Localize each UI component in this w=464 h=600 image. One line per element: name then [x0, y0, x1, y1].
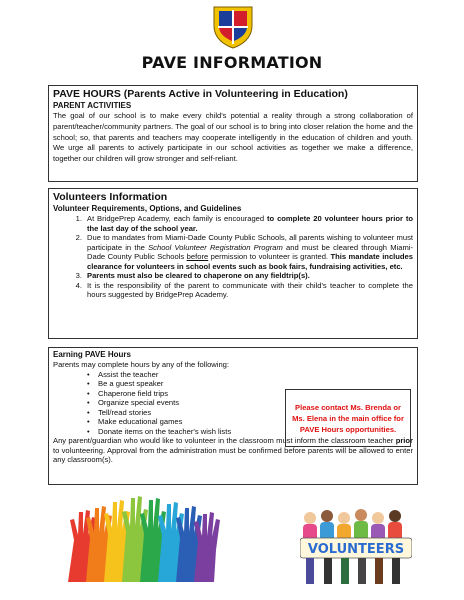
- requirements-subheading: Volunteer Requirements, Options, and Guidelines: [53, 204, 242, 213]
- pave-hours-body: The goal of our school is to make every child's potential a reality through a strong collaboration of parent/teacher/community partners. The goal of our school is to bring into closer relation the home and the school; so, that parents and teachers may cooperate intelligently in the education of children and youth. We urge all parents to actively participate in our school activities as together we make a difference, together our children will grow stronger and self-reliant.: [53, 111, 413, 164]
- school-crest-icon: [211, 4, 255, 50]
- raised-hands-illustration: [60, 490, 230, 585]
- list-item: 2. Due to mandates from Miami-Dade County Public Schools, all parents wishing to volunteer must participate in the School Volunteer Registration Program and must be cleared through Miami-Dade County Public Schools before permission to volunteer is granted. This mandate includes clearance for volunteers in school events such as book fairs, fundraising activities, etc.: [75, 233, 414, 271]
- list-item: 3. Parents must also be cleared to chaperone on any fieldtrip(s).: [75, 271, 310, 280]
- list-item: 4. It is the responsibility of the parent to communicate with their child's teacher to complete the hours suggested by BridgePrep Academy.: [75, 280, 413, 299]
- parent-activities-subheading: PARENT ACTIVITIES: [53, 101, 132, 110]
- earning-hours-section: [48, 347, 418, 485]
- volunteers-section: [48, 188, 418, 339]
- list-item: • Tell/read stories: [87, 408, 413, 418]
- volunteers-image-text: VOLUNTEERS: [307, 542, 405, 557]
- earning-heading: Earning PAVE Hours: [53, 350, 131, 359]
- pave-hours-section: [48, 85, 418, 182]
- list-item: • Chaperone field trips: [87, 389, 413, 399]
- list-item: • Be a guest speaker: [87, 379, 413, 389]
- closing-paragraph: Any parent/guardian who would like to volunteer in the classroom must inform the classroom teacher prior to volunteering. Approval from the administration must be confirmed before parents will be allowed to enter any classroom(s).: [53, 436, 413, 465]
- list-item: • Donate items on the teacher's wish lists: [87, 427, 413, 437]
- volunteers-heading: Volunteers Information: [53, 191, 168, 203]
- list-item: • Assist the teacher: [87, 370, 413, 380]
- list-item: • Organize special events: [87, 398, 413, 408]
- requirements-list: [53, 214, 413, 300]
- list-item: 1. At BridgePrep Academy, each family is encouraged to complete 20 volunteer hours prior to the last day of the school year.: [75, 214, 413, 233]
- volunteers-illustration: [300, 508, 412, 588]
- earning-intro: Parents may complete hours by any of the following:: [53, 360, 230, 369]
- pave-hours-heading: PAVE HOURS (Parents Active in Volunteering in Education): [53, 88, 348, 100]
- list-item: • Make educational games: [87, 417, 413, 427]
- contact-callout: Please contact Ms. Brenda or Ms. Elena in the main office for PAVE Hours opportunities.: [285, 389, 411, 447]
- page-title: PAVE INFORMATION: [141, 53, 323, 72]
